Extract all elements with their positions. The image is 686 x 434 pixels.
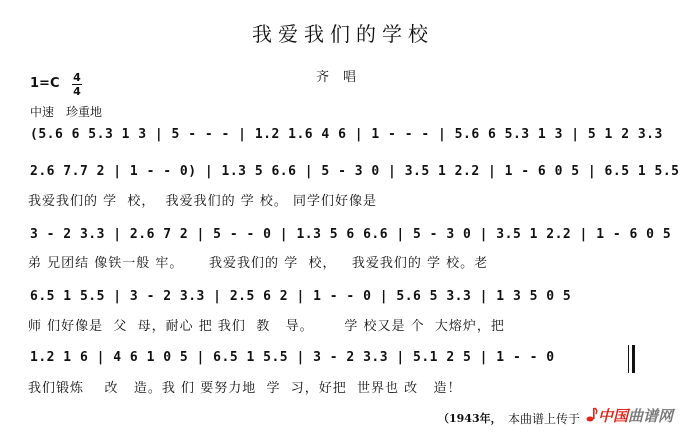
notation-line-1: (5.6 6 5.3 1 3 | 5 - - - | 1.2 1.6 4 6 | 1 - - - | 5.6 6 5.3 1 3 | 5 1 2 3.3 [30,127,663,142]
site-logo-rest: 曲谱网 [628,407,674,425]
key-signature: 1=C [30,76,60,91]
notation-line-2: 2.6 7.7 2 | 1 - - 0) | 1.3 5 6.6 | 5 - 3 0 | 3.5 1 2.2 | 1 - 6 0 5 | 6.5 1 5.5 [30,164,680,179]
site-logo[interactable] [598,405,673,426]
uploader-text: 本曲谱上传于 [508,412,581,426]
tempo-marking: 中速 珍重地 [30,105,103,119]
notation-line-3: 3 - 2 3.3 | 2.6 7 2 | 5 - - 0 | 1.3 5 6 6.6 | 5 - 3 0 | 3.5 1 2.2 | 1 - 6 0 5 [30,227,672,242]
site-logo-main: 中国 [598,407,629,425]
lyrics-line-5: 我们锻炼 改 造。我 们 要努力地 学 习，好把 世界也 改 造！ [28,381,462,396]
final-barline-thick [632,345,635,373]
lyrics-line-2: 我爱我们的 学 校， 我爱我们的 学 校。 同学们好像是 [28,194,378,209]
final-barline-thin [628,345,629,373]
time-signature-bottom: 4 [73,85,81,98]
lyrics-line-3: 弟 兄团结 像铁一般 牢。 我爱我们的 学 校， 我爱我们的 学 校。老 [28,256,489,271]
footer-note: （1943年， [438,412,502,425]
lyrics-line-4: 师 们好像是 父 母，耐心 把 我们 教 导。 学 校又是 个 大熔炉，把 [28,319,505,334]
time-signature-top: 4 [73,71,81,84]
notation-line-5: 1.2 1 6 | 4 6 1 0 5 | 6.5 1 5.5 | 3 - 2 3.3 | 5.1 2 5 | 1 - - 0 [30,350,555,365]
notation-line-4: 6.5 1 5.5 | 3 - 2 3.3 | 2.5 6 2 | 1 - - 0 | 5.6 5 3.3 | 1 3 5 0 5 [30,289,572,304]
performance-type: 齐唱 [315,70,370,85]
song-title: 我爱我们的学校 [252,22,434,46]
time-signature [72,72,82,97]
site-logo-icon [586,407,598,423]
